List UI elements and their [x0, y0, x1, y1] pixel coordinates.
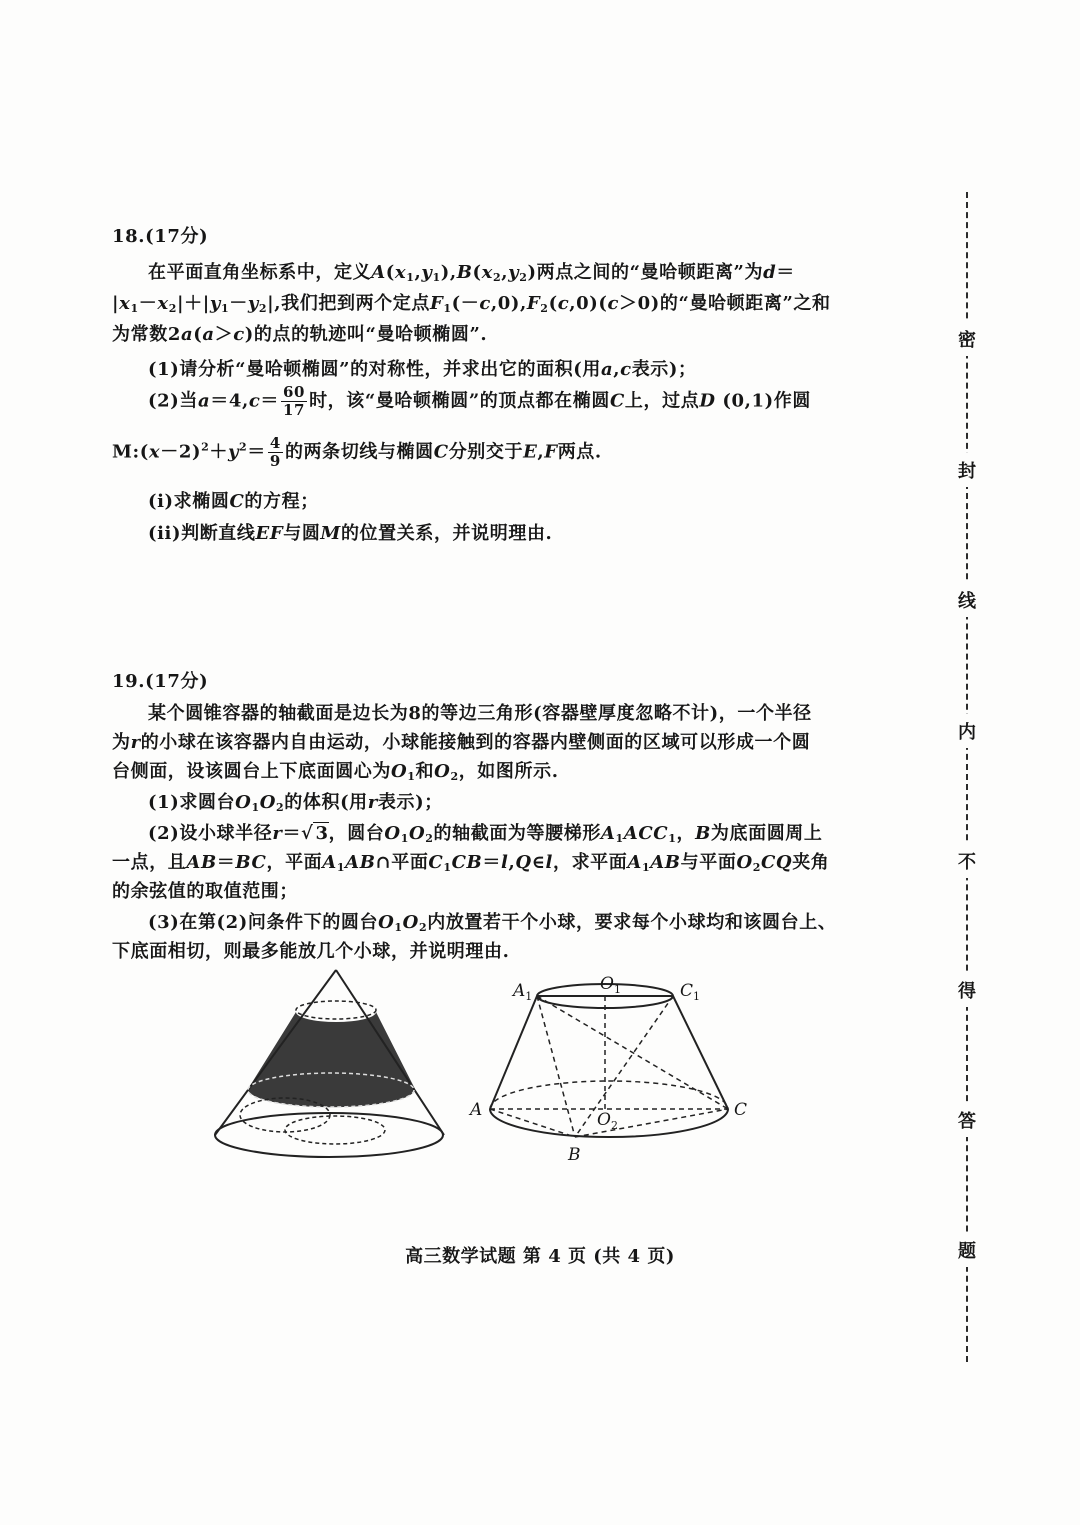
q18-sub-i: (i)求椭圆C的方程； — [148, 491, 319, 512]
cone-figure — [205, 965, 455, 1165]
q19-intro-line-2: 为r的小球在该容器内自由运动，小球能接触到的容器内壁侧面的区域可以形成一个圆 — [112, 732, 811, 753]
q18-part-2: (2)当a＝4,c＝ $\frac{60}{17}$ 时，该“曼哈顿椭圆”的顶点都在椭圆C上，过点D (0,1)作圆 — [148, 383, 811, 419]
margin-char-2: 封 — [956, 453, 978, 487]
segment-C1B — [575, 996, 673, 1137]
fraction-4-9: $\frac{4}{9}$ — [269, 434, 281, 470]
q18-part-2-line-2: $M:(x-2)^2+y^2=$ $\frac{4}{9}$ 的两条切线与椭圆C分别交于E,F两点. — [112, 434, 602, 470]
q19-intro-line-3: 台侧面，设该圆台上下底面圆心为$O_1$和$O_2$，如图所示. — [112, 761, 559, 783]
label-A: A — [470, 1100, 483, 1120]
margin-char-7: 答 — [956, 1103, 978, 1137]
inner-dashed-circle — [285, 1116, 385, 1144]
base-back-arc — [490, 1081, 728, 1109]
q19-part-3: (3)在第(2)问条件下的圆台$O_1O_2$内放置若干个小球，要求每个小球均和该圆台上、 — [148, 912, 837, 934]
q18-intro-line-3: 为常数2a(a＞c)的点的轨迹叫“曼哈顿椭圆”. — [112, 324, 488, 345]
q19-part-2-line-3: 的余弦值的取值范围； — [112, 881, 298, 902]
frustum-figure — [460, 962, 780, 1172]
margin-char-1: 密 — [956, 322, 978, 356]
label-B: B — [568, 1145, 581, 1165]
margin-char-5: 不 — [956, 844, 978, 878]
question-18-number: 18.(17分) — [112, 226, 209, 247]
margin-char-4: 内 — [956, 714, 978, 748]
fraction-60-17: $\frac{60}{17}$ — [283, 383, 306, 419]
margin-char-8: 题 — [956, 1233, 978, 1267]
q19-intro-line-1: 某个圆锥容器的轴截面是边长为8的等边三角形(容器壁厚度忽略不计)，一个半径 — [148, 703, 812, 724]
q19-part-2-line-2: 一点，且AB＝BC，平面$A_1AB\cap$平面$C_1CB=l,Q\in l$，求平面$A_1AB$与平面$O_2CQ$夹角 — [112, 852, 830, 874]
q19-part-3-line-2: 下底面相切，则最多能放几个小球，并说明理由. — [112, 941, 510, 962]
shaded-frustum — [248, 1012, 415, 1107]
q19-part-2: (2)设小球半径r＝√ 3，圆台$O_1O_2$的轴截面为等腰梯形$A_1ACC_1$，B为底面圆周上 — [148, 823, 823, 845]
cone-base — [215, 1113, 443, 1157]
page-footer: 高三数学试题 第 4 页 (共 4 页) — [405, 1246, 675, 1267]
seal-dashed-line — [966, 192, 968, 1362]
label-C: C — [734, 1100, 748, 1120]
label-C1: $C_1$ — [680, 981, 701, 1003]
question-19 — [112, 667, 862, 967]
label-O1: $O_1$ — [600, 974, 621, 996]
label-A1: $A_1$ — [513, 981, 533, 1003]
q18-intro-line-2: $|x_1-x_2|+|y_1-y_2|$,我们把到两个定点$F_1(-c,0),F_2(c,0)(c>0)$的“曼哈顿距离”之和 — [112, 293, 831, 315]
margin-char-3: 线 — [956, 583, 978, 617]
question-19-number: 19.(17分) — [112, 671, 209, 692]
q19-part-1: (1)求圆台$O_1O_2$的体积(用r表示)； — [148, 792, 443, 814]
segment-A1B — [537, 996, 575, 1137]
q18-sub-ii: (ii)判断直线EF与圆M的位置关系，并说明理由. — [148, 523, 553, 544]
margin-char-6: 得 — [956, 973, 978, 1007]
q18-part-1: (1)请分析“曼哈顿椭圆”的对称性，并求出它的面积(用a,c表示)； — [148, 359, 697, 380]
label-O2: $O_2$ — [597, 1110, 618, 1132]
segment-AB — [490, 1109, 575, 1137]
top-dashed-circle — [296, 1001, 376, 1019]
question-18 — [112, 222, 862, 552]
segment-A1C — [537, 996, 728, 1109]
q18-intro-line-1: 在平面直角坐标系中，定义$A(x_1,y_1),B(x_2,y_2)$两点之间的“曼哈顿距离”为d＝ — [148, 262, 795, 284]
